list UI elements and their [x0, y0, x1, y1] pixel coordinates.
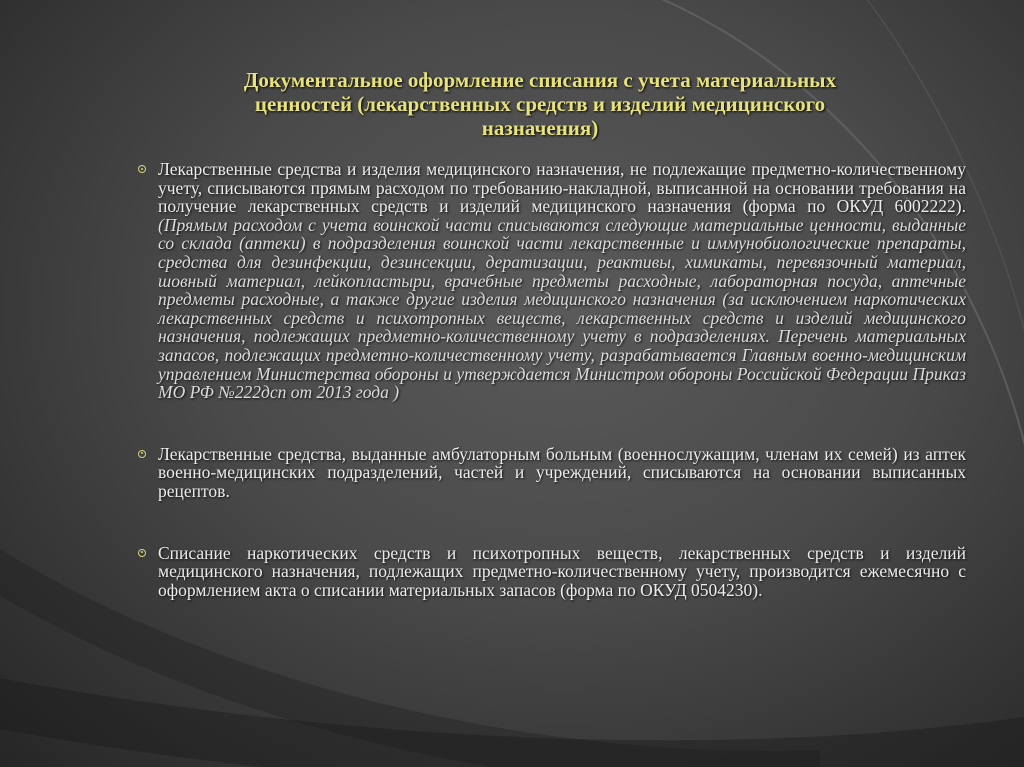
bullet-list [138, 160, 966, 599]
bullet-item-2 [138, 445, 966, 501]
title-line-1: Документальное оформление списания с учета материальных [243, 68, 837, 92]
bullet-ring-icon [138, 450, 146, 458]
bullet-item-3 [138, 544, 966, 600]
bullet-italic-note: (Прямым расходом с учета воинской части списываются следующие материальные ценности, выданные со склада (аптеки) в подразделения воинской части лекарственные и иммунобиологические препараты, средства для дезинфекции, дезинсекции, дератизации, реактивы, химикаты, перевязочный материал, шовный материал, лейкопластыри, врачебные предметы расходные, лабораторная посуда, аптечные предметы расходные, а также другие изделия медицинского назначения (за исключением наркотических лекарственных средств и психотропных веществ, лекарственных средств и изделий медицинского назначения, подлежащих предметно-количественному учету в подразделениях. Перечень материальных запасов, подлежащих предметно-количественному учету, разрабатывается Главным военно-медицинским управлением Министерства обороны и утверждается Министром обороны Российской Федерации Приказ МО РФ №222дсп от 2013 года ) [158, 214, 966, 403]
slide-title [110, 68, 970, 140]
bullet-item-1 [138, 160, 966, 402]
bullet-text: Лекарственные средства и изделия медицинского назначения, не подлежащие предметно-количественному учету, списываются прямым расходом по требованию-накладной, выписанной на основании требования на получение лекарственных средств и изделий медицинского назначения (форма по ОКУД 6002222). [158, 159, 966, 217]
title-line-3: назначения) [481, 116, 599, 140]
bullet-text: Лекарственные средства, выданные амбулаторным больным (военнослужащим, членам их семей) из аптек военно-медицинских подразделений, частей и учреждений, списываются на основании выписанных рецептов. [158, 443, 966, 501]
title-line-2: ценностей (лекарственных средств и изделий медицинского [254, 92, 826, 116]
bullet-ring-icon [138, 549, 146, 557]
bullet-ring-icon [138, 165, 146, 173]
bullet-text: Списание наркотических средств и психотропных веществ, лекарственных средств и изделий медицинского назначения, подлежащих предметно-количественному учету, производится ежемесячно с оформлением акта о списании материальных запасов (форма по ОКУД 0504230). [158, 542, 966, 600]
